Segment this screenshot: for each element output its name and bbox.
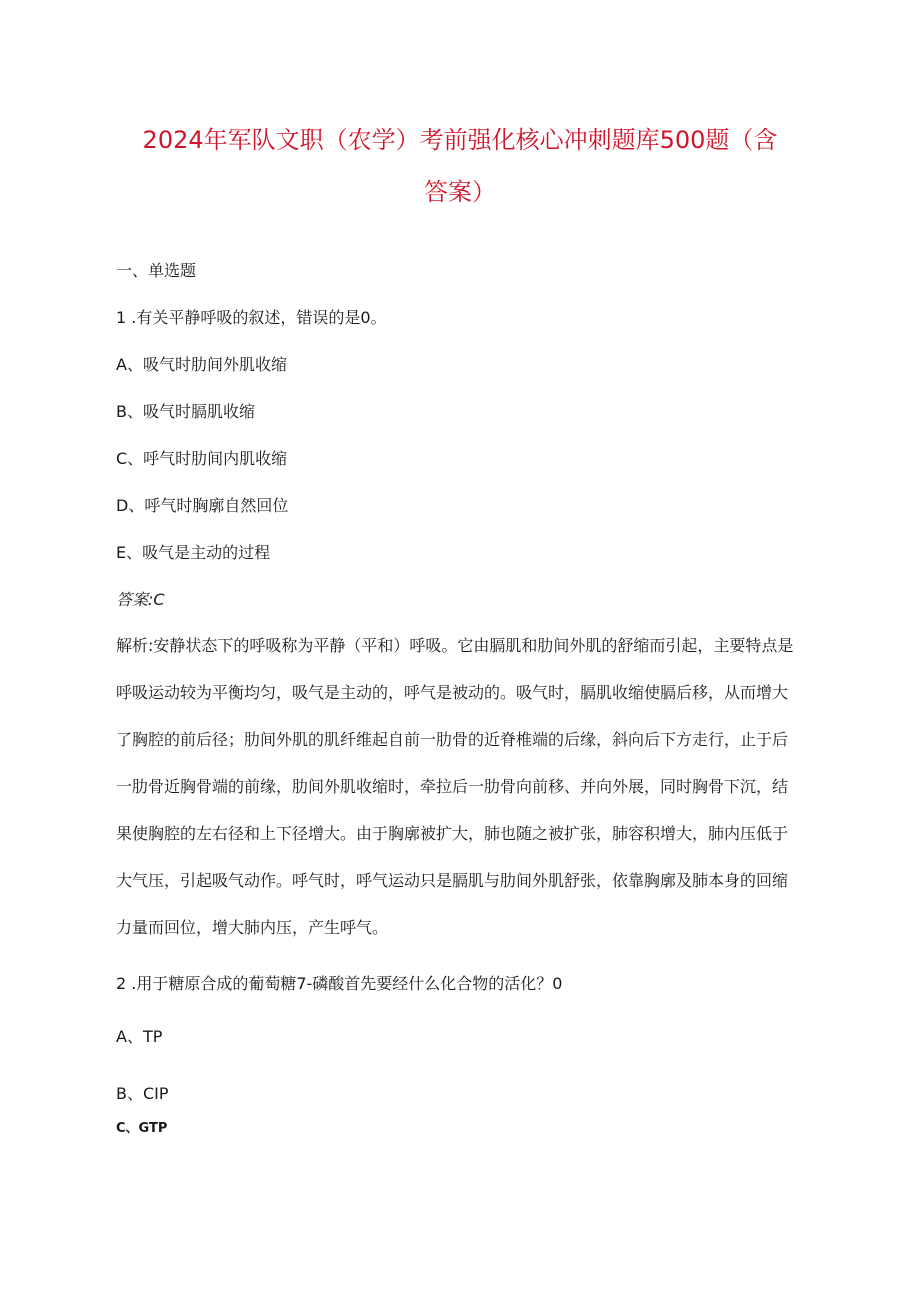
question-2-option-a: A、TP <box>116 1027 163 1046</box>
question-1-option-d: D、呼气时胸廓自然回位 <box>116 496 289 515</box>
question-1-answer: 答案:C <box>116 590 165 609</box>
question-1-stem: 1 .有关平静呼吸的叙述，错误的是0。 <box>116 308 387 327</box>
question-1-option-b: B、吸气时膈肌收缩 <box>116 402 255 421</box>
question-1-explanation <box>116 622 836 951</box>
explanation-line: 解析:安静状态下的呼吸称为平静（平和）呼吸。它由膈肌和肋间外肌的舒缩而引起，主要特点是 <box>116 636 794 655</box>
document-title-line-2: 答案） <box>424 178 496 206</box>
question-2-option-c: C、GTP <box>116 1121 168 1136</box>
question-1-option-e: E、吸气是主动的过程 <box>116 543 271 562</box>
question-1-option-a: A、吸气时肋间外肌收缩 <box>116 355 287 374</box>
explanation-line: 了胸腔的前后径；肋间外肌的肌纤维起自前一肋骨的近脊椎端的后缘，斜向后下方走行，止于后 <box>116 730 789 749</box>
explanation-line: 一肋骨近胸骨端的前缘，肋间外肌收缩时，牵拉后一肋骨向前移、并向外展，同时胸骨下沉，结 <box>116 777 789 796</box>
explanation-line: 大气压，引起吸气动作。呼气时，呼气运动只是膈肌与肋间外肌舒张，依靠胸廓及肺本身的回缩 <box>116 871 789 890</box>
question-1-option-c: C、呼气时肋间内肌收缩 <box>116 449 288 468</box>
explanation-line: 力量而回位，增大肺内压，产生呼气。 <box>116 918 389 937</box>
explanation-line: 呼吸运动较为平衡均匀，吸气是主动的，呼气是被动的。吸气时，膈肌收缩使膈后移，从而增大 <box>116 683 789 702</box>
section-heading: 一、单选题 <box>116 261 197 280</box>
explanation-line: 果使胸腔的左右径和上下径增大。由于胸廓被扩大，肺也随之被扩张，肺容积增大，肺内压低于 <box>116 824 789 843</box>
document-title-line-1: 2024年军队文职（农学）考前强化核心冲刺题库500题（含 <box>142 126 778 154</box>
question-2-stem: 2 .用于糖原合成的葡萄糖7-磷酸首先要经什么化合物的活化？0 <box>116 974 563 993</box>
question-2-option-b: B、CIP <box>116 1084 169 1103</box>
